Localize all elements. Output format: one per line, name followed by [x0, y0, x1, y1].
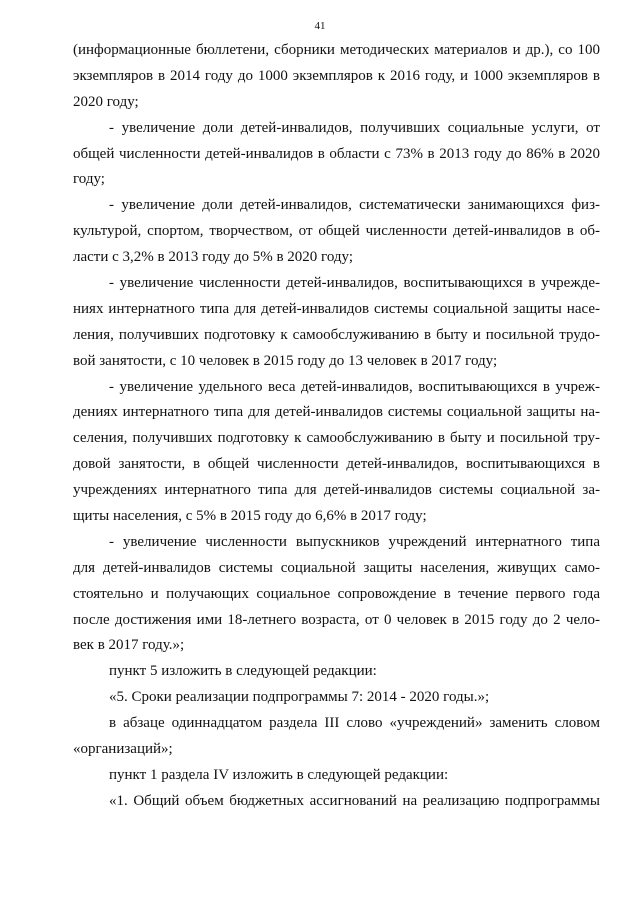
text-line: общей численности детей-инвалидов в области с 73% в 2013 году до 86% в 2020 — [73, 145, 600, 162]
text-line: - увеличение доли детей-инвалидов, систематически занимающихся физ- — [109, 197, 600, 214]
text-line: «5. Сроки реализации подпрограммы 7: 2014 - 2020 годы.»; — [109, 689, 490, 706]
document-body — [73, 38, 600, 815]
text-line: году; — [73, 171, 105, 188]
text-line: дениях интернатного типа для детей-инвалидов системы социальной защиты на- — [73, 404, 600, 421]
text-line: век в 2017 году.»; — [73, 637, 185, 654]
text-line: - увеличение доли детей-инвалидов, получивших социальные услуги, от — [109, 119, 600, 136]
text-line: селения, получивших подготовку к самообслуживанию в быту и посильной тру- — [73, 430, 600, 447]
text-line: стоятельно и получающих социальное сопровождение в течение первого года — [73, 585, 600, 602]
text-line: щиты населения, с 5% в 2015 году до 6,6% в 2017 году; — [73, 508, 427, 525]
text-line: ления, получивших подготовку к самообслуживанию в быту и посильной трудо- — [73, 326, 600, 343]
text-line: - увеличение численности выпускников учреждений интернатного типа — [109, 533, 600, 550]
text-line: - увеличение численности детей-инвалидов, воспитывающихся в учрежде- — [109, 275, 600, 292]
text-line: вой занятости, с 10 человек в 2015 году до 13 человек в 2017 году; — [73, 352, 498, 369]
text-line: для детей-инвалидов системы социальной защиты населения, живущих само- — [73, 559, 600, 576]
page-number: 41 — [314, 20, 326, 32]
text-line: культурой, спортом, творчеством, от общей численности детей-инвалидов в об- — [73, 223, 600, 240]
text-line: учреждениях интернатного типа для детей-инвалидов системы социальной за- — [73, 482, 600, 499]
text-line: «организаций»; — [73, 741, 173, 758]
text-line: 2020 году; — [73, 93, 139, 110]
text-line: в абзаце одиннадцатом раздела III слово «учреждений» заменить словом — [109, 715, 600, 732]
text-line: - увеличение удельного веса детей-инвалидов, воспитывающихся в учреж- — [109, 378, 600, 395]
text-line: довой занятости, в общей численности детей-инвалидов, воспитывающихся в — [73, 456, 600, 473]
text-line: после достижения ими 18-летнего возраста, от 0 человек в 2015 году до 2 чело- — [73, 611, 600, 628]
text-line: экземпляров в 2014 году до 1000 экземпляров к 2016 году, и 1000 экземпляров в — [73, 67, 600, 84]
text-line: пункт 1 раздела IV изложить в следующей редакции: — [109, 766, 449, 783]
text-line: «1. Общий объем бюджетных ассигнований на реализацию подпрограммы — [109, 792, 600, 809]
text-line: пункт 5 изложить в следующей редакции: — [109, 663, 377, 680]
text-line: ласти с 3,2% в 2013 году до 5% в 2020 году; — [73, 249, 354, 266]
text-line: (информационные бюллетени, сборники методических материалов и др.), со 100 — [73, 42, 600, 58]
text-line: ниях интернатного типа для детей-инвалидов системы социальной защиты насе- — [73, 300, 600, 317]
